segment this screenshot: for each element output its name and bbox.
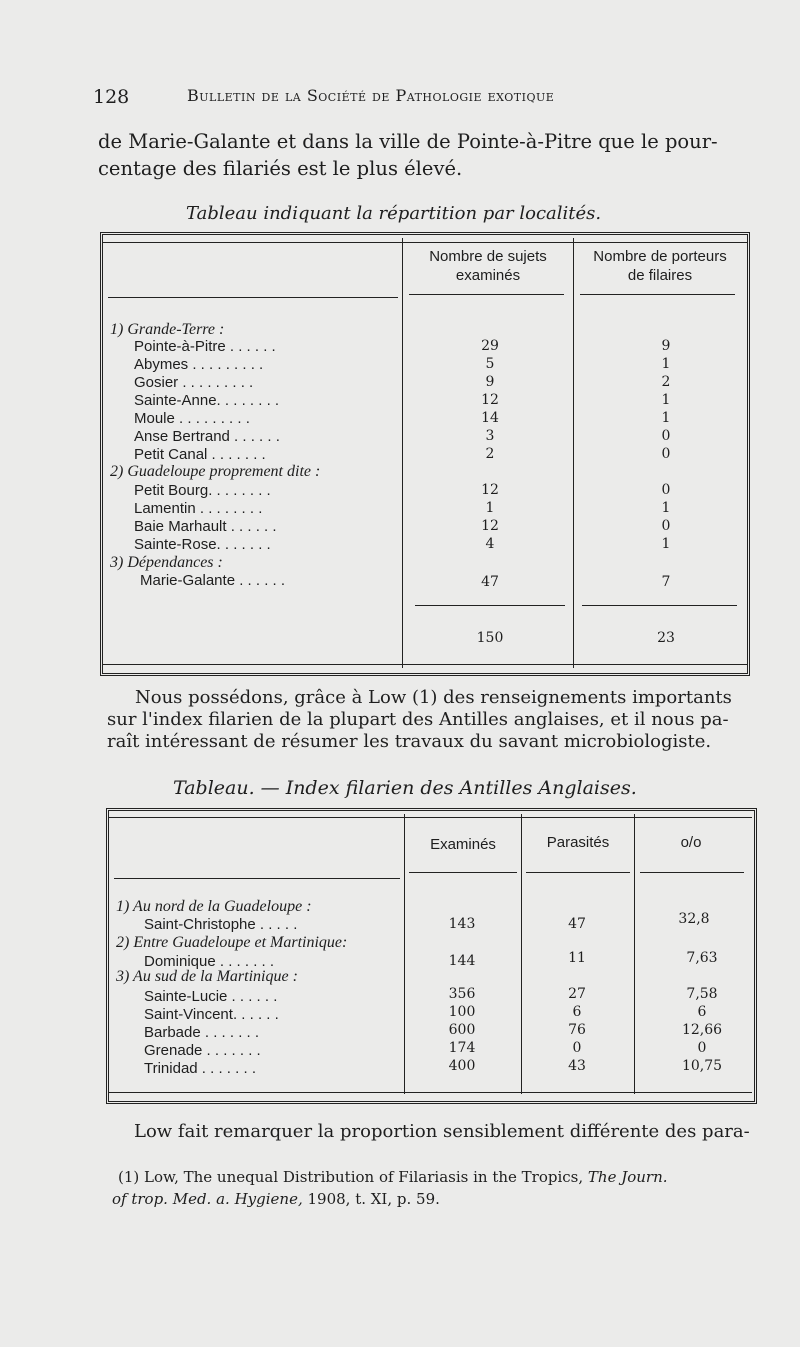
table1-carriers: 1 xyxy=(661,536,671,552)
table1-examined: 14 xyxy=(481,410,499,426)
table2-group-label: 1) Au nord de la Guadeloupe : xyxy=(116,898,312,915)
table1-row-label: Pointe-à-Pitre . . . . . . xyxy=(134,338,276,355)
footnote-journal-cont: of trop. Med. a. Hygiene, xyxy=(112,1190,308,1208)
table1-col2-header-l1: Nombre de porteurs xyxy=(593,248,727,265)
table2-parasited: 11 xyxy=(568,950,586,966)
table2-col-divider-2 xyxy=(521,814,522,1094)
table1-row-label: Baie Marhault . . . . . . xyxy=(134,518,277,535)
table1-group-label: 3) Dépendances : xyxy=(110,554,223,571)
table2-col-divider-1 xyxy=(404,814,405,1094)
table1-carriers: 7 xyxy=(661,574,671,590)
table2-header-parasites: Parasités xyxy=(546,834,610,851)
table2-percent: 12,66 xyxy=(681,1022,723,1038)
table2-parasited: 27 xyxy=(568,986,586,1002)
table1-examined: 3 xyxy=(485,428,495,444)
table1-header-rule-3 xyxy=(580,294,735,295)
table1-top-rule xyxy=(103,242,747,243)
table1-row-label: Sainte-Rose. . . . . . . xyxy=(134,536,271,553)
table1-examined: 1 xyxy=(485,500,495,516)
table2-row-label: Sainte-Lucie . . . . . . xyxy=(144,988,278,1005)
table1-row-label: Petit Bourg. . . . . . . . xyxy=(134,482,271,499)
middle-line-3: raît intéressant de résumer les travaux du savant microbiologiste. xyxy=(107,731,712,752)
table2-row-label: Dominique . . . . . . . xyxy=(144,953,275,970)
table1-row-label: Lamentin . . . . . . . . xyxy=(134,500,263,517)
intro-line-2: centage des filariés est le plus élevé. xyxy=(98,157,463,180)
page-number: 128 xyxy=(93,86,130,108)
table1-examined: 9 xyxy=(485,374,495,390)
table1-examined: 29 xyxy=(481,338,499,354)
table1-carriers: 0 xyxy=(661,446,671,462)
running-title: Bulletin de la Société de Pathologie exotique xyxy=(187,86,555,105)
middle-paragraph xyxy=(107,687,732,753)
table1-row-label: Abymes . . . . . . . . . xyxy=(134,356,264,373)
table2-row-label: Saint-Christophe . . . . . xyxy=(144,916,298,933)
table1-group-label: 2) Guadeloupe proprement dite : xyxy=(110,463,321,480)
table1-caption: Tableau indiquant la répartition par localités. xyxy=(186,203,602,224)
table1-carriers: 1 xyxy=(661,410,671,426)
table2-examined: 143 xyxy=(448,916,476,932)
intro-line-1: de Marie-Galante et dans la ville de Pointe-à-Pitre que le pour- xyxy=(98,130,718,153)
table2-percent: 32,8 xyxy=(678,911,710,927)
table2-percent: 7,58 xyxy=(686,986,718,1002)
table1-examined: 12 xyxy=(481,392,499,408)
table2-parasited: 0 xyxy=(572,1040,582,1056)
table1-total-rule-1 xyxy=(415,605,565,606)
table2-percent: 10,75 xyxy=(681,1058,723,1074)
table2-parasited: 6 xyxy=(572,1004,582,1020)
table1-total-carriers: 23 xyxy=(657,630,675,646)
table1-examined: 2 xyxy=(485,446,495,462)
table1-row-label: Anse Bertrand . . . . . . xyxy=(134,428,280,445)
table2-parasited: 76 xyxy=(568,1022,586,1038)
table2-header-percent: o/o xyxy=(680,834,702,851)
table1-examined: 4 xyxy=(485,536,495,552)
table2-col-divider-3 xyxy=(634,814,635,1094)
table2-header-rule-3 xyxy=(526,872,630,873)
table1-carriers: 0 xyxy=(661,428,671,444)
table1-row-label: Moule . . . . . . . . . xyxy=(134,410,250,427)
table2-header-examines: Examinés xyxy=(430,836,496,853)
table2-parasited: 43 xyxy=(568,1058,586,1074)
table1-col1-header xyxy=(405,247,571,285)
table2-percent: 6 xyxy=(697,1004,707,1020)
table2-percent: 0 xyxy=(697,1040,707,1056)
table2-caption: Tableau. — Index filarien des Antilles Anglaises. xyxy=(173,777,637,799)
table1-total-rule-2 xyxy=(582,605,737,606)
middle-line-1: Nous possédons, grâce à Low (1) des renseignements importants xyxy=(135,687,732,708)
table2-examined: 356 xyxy=(448,986,476,1002)
table2-row-label: Grenade . . . . . . . xyxy=(144,1042,261,1059)
table1-row-label: Marie-Galante . . . . . . xyxy=(140,572,286,589)
table1-col-divider-2 xyxy=(573,238,574,668)
table1-examined: 5 xyxy=(485,356,495,372)
table1-carriers: 9 xyxy=(661,338,671,354)
table1-col1-header-l1: Nombre de sujets xyxy=(429,248,547,265)
table1-carriers: 0 xyxy=(661,482,671,498)
table1-col2-header-l2: de filaires xyxy=(627,267,693,284)
footnote-volume: 1908, t. XI, p. 59. xyxy=(307,1190,440,1208)
table1-header-rule-2 xyxy=(409,294,564,295)
table2-examined: 600 xyxy=(448,1022,476,1038)
table1-col-divider-1 xyxy=(402,238,403,668)
footnote-line-1 xyxy=(118,1166,668,1188)
table2-examined: 100 xyxy=(448,1004,476,1020)
table1-row-label: Sainte-Anne. . . . . . . . xyxy=(134,392,280,409)
closing-line: Low fait remarquer la proportion sensiblement différente des para- xyxy=(134,1121,750,1142)
table2-row-label: Barbade . . . . . . . xyxy=(144,1024,260,1041)
table1-carriers: 0 xyxy=(661,518,671,534)
table1-examined: 47 xyxy=(481,574,499,590)
table1-col1-header-l2: examinés xyxy=(455,267,521,284)
table2-group-label: 3) Au sud de la Martinique : xyxy=(116,968,298,985)
table2-header-rule-1 xyxy=(114,878,400,879)
table1-group-label: 1) Grande-Terre : xyxy=(110,321,225,338)
footnote-line-2 xyxy=(112,1188,668,1210)
table1-examined: 12 xyxy=(481,518,499,534)
table1-header-rule-1 xyxy=(108,297,398,298)
table2-examined: 400 xyxy=(448,1058,476,1074)
table2-row-label: Trinidad . . . . . . . xyxy=(144,1060,256,1077)
table2-examined: 174 xyxy=(448,1040,476,1056)
table1-carriers: 1 xyxy=(661,500,671,516)
table1-examined: 12 xyxy=(481,482,499,498)
table2-row-label: Saint-Vincent. . . . . . xyxy=(144,1006,279,1023)
footnote xyxy=(112,1166,668,1210)
table1-col2-header xyxy=(575,247,745,285)
table2-group-label: 2) Entre Guadeloupe et Martinique: xyxy=(116,934,348,951)
table2-top-rule xyxy=(109,817,752,818)
table1-bottom-rule xyxy=(103,664,747,665)
table1-total-examined: 150 xyxy=(476,630,504,646)
table1-row-label: Gosier . . . . . . . . . xyxy=(134,374,254,391)
table1-carriers: 1 xyxy=(661,392,671,408)
table1-carriers: 1 xyxy=(661,356,671,372)
table2-parasited: 47 xyxy=(568,916,586,932)
table2-percent: 7,63 xyxy=(686,950,718,966)
footnote-journal: The Journ. xyxy=(587,1168,668,1186)
middle-line-2: sur l'index filarien de la plupart des Antilles anglaises, et il nous pa- xyxy=(107,709,729,730)
table2-examined: 144 xyxy=(448,953,476,969)
table2-bottom-rule xyxy=(109,1092,752,1093)
table1-carriers: 2 xyxy=(661,374,671,390)
footnote-ref: (1) Low, The unequal Distribution of Filariasis in the Tropics, xyxy=(118,1168,588,1186)
table2-header-rule-4 xyxy=(640,872,744,873)
table2-header-rule-2 xyxy=(409,872,517,873)
table1-row-label: Petit Canal . . . . . . . xyxy=(134,446,266,463)
